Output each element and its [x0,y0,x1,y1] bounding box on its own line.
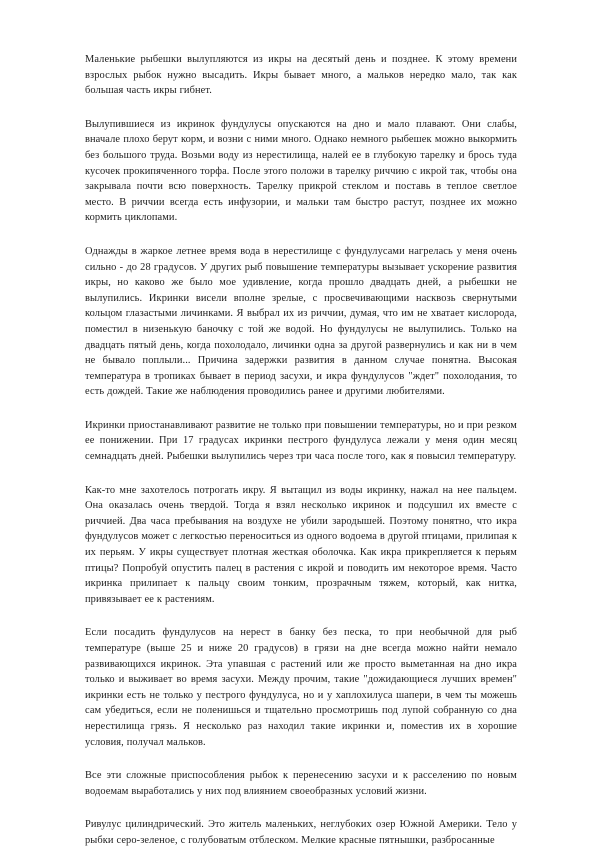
paragraph: Ривулус цилиндрический. Это житель маленьких, неглубоких озер Южной Америки. Тело у рыбки серо-зеленое, с голубоватым отблеском. Мелкие красные пятнышки, разбросанные [85,819,517,846]
paragraph: Маленькие рыбешки вылупляются из икры на десятый день и позднее. К этому времени взрослых рыбок нужно высадить. Икры бывает много, а мальков нередко мало, так как большая часть икры гибнет. [85,54,517,97]
paragraph: Однажды в жаркое летнее время вода в нерестилище с фундулусами нагрелась у меня очень сильно - до 28 градусов. У других рыб повышение температуры вызывает ускорение развития икры, но каково же было мое удивление, когда прошло двадцать дней, а рыбешки не вылупились. Икринки висели вполне зрелые, с просвечивающими насквозь свернутыми кольцом глазастыми личинками. Я выбрал их из риччии, думая, что им не хватает кислорода, поместил в низенькую баночку с той же водой. Но фундулусы не вылупились. Только на двадцать пятый день, когда похолодало, личинки одна за другой развернулись и как ни в чем не бывало поплыли... Причина задержки развития в данном случае понятна. Высокая температура в тропиках бывает в период засухи, и икра фундулусов "ждет" похолодания, то есть дождей. Такие же наблюдения проводились ранее и другими любителями. [85,245,517,398]
paragraph: Икринки приостанавливают развитие не только при повышении температуры, но и при резком ее понижении. При 17 градусах икринки пестрого фундулуса лежали у меня один месяц семнадцать дней. Рыбешки вылупились через три часа после того, как я повысил температуру. [85,419,517,463]
paragraph: Вылупившиеся из икринок фундулусы опускаются на дно и мало плавают. Они слабы, вначале плохо берут корм, и возни с ними много. Однако немного рыбешек можно выкормить без большого труда. Возьми воду из нерестилища, налей ее в глубокую тарелку и брось туда кусочек прокипяченного торфа. После этого положи в тарелку риччию с икрой так, чтобы она закрывала почти всю поверхность. Тарелку прикрой стеклом и поставь в теплое светлое место. В риччии всегда есть инфузории, и мальки там быстро растут, позднее их можно кормить циклопами. [85,118,517,224]
paragraph: Все эти сложные приспособления рыбок к перенесению засухи и к расселению по новым водоемам выработались у них под влиянием своеобразных условий жизни. [85,770,517,797]
paragraph: Если посадить фундулусов на нерест в банку без песка, то при необычной для рыб температуре (выше 25 и ниже 20 градусов) в грязи на дне всегда можно найти немало развивающихся икринок. Эта упавшая с растений или же просто выметанная на дно икра только и выживает во время засухи. Между прочим, такие "дожидающиеся лучших времен" икринки есть не только у пестрого фундулуса, но и у хаплохилуса шапери, в чем ты можешь сам убедиться, если не поленишься и тщательно просмотришь под лупой собранную со дна нерестилища грязь. Я несколько раз находил такие икринки и, поместив их в хорошие условия, получал мальков. [85,627,517,748]
paragraph: Как-то мне захотелось потрогать икру. Я вытащил из воды икринку, нажал на нее пальцем. Она оказалась очень твердой. Тогда я взял несколько икринок и подсушил их вместе с риччией. Два часа пребывания на воздухе не убили зародышей. Поэтому понятно, что икра фундулусов может с легкостью переноситься из одного водоема в другой птицами, прилипая к их перьям. У икры существует плотная жесткая оболочка. Как икра прикрепляется к перьям птицы? Попробуй опустить палец в растения с икрой и поводить им некоторое время. Часто икринка прилипает к пальцу своим тонким, прозрачным тяжем, который, как нитка, привязывает ее к растениям. [85,484,517,605]
text-column [85,52,517,849]
